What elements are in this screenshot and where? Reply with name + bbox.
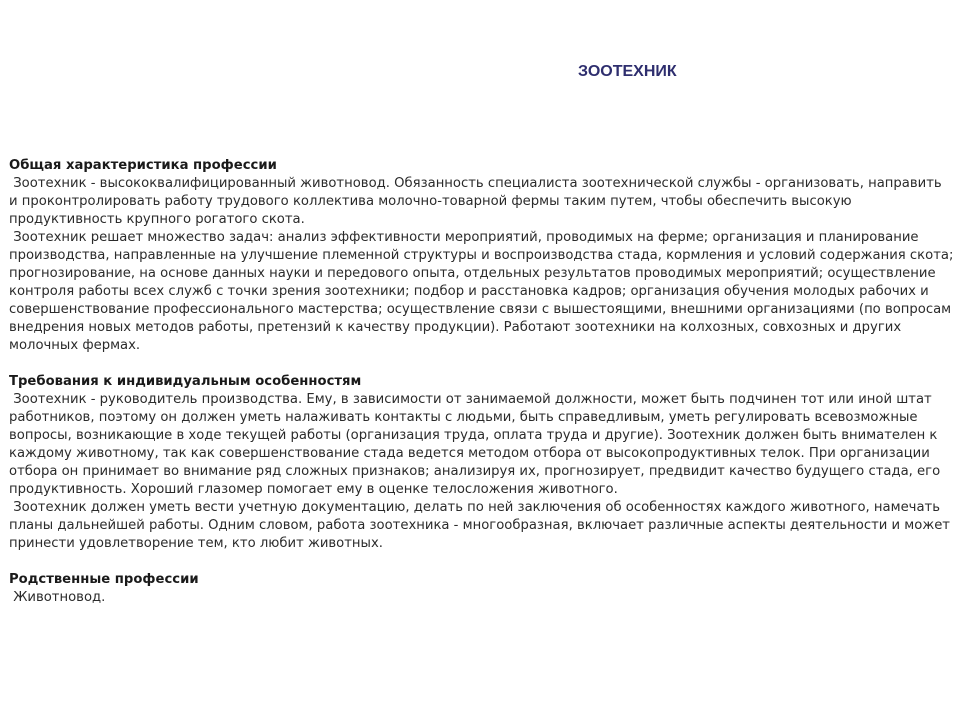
section-related-professions [9,571,954,607]
page-title: ЗООТЕХНИК [578,63,677,80]
document-body [9,157,954,607]
paragraph: Зоотехник - руководитель производства. Ему, в зависимости от занимаемой должности, может быть подчинен тот или иной штат работников, поэтому он должен уметь налаживать контакты с людьми, быть справедливым, уметь регулировать всевозможные вопросы, возникающие в ходе текущей работы (организация труда, оплата труда и другие). Зоотехник должен быть внимателен к каждому животному, так как совершенствование стада ведется методом отбора от высокопродуктивных телок. При организации отбора он принимает во внимание ряд сложных признаков; анализируя их, прогнозирует, предвидит качество будущего стада, его продуктивность. Хороший глазомер помогает ему в оценке телосложения животного. [9,392,941,497]
section-general-description [9,157,954,355]
paragraph: Животновод. [9,590,106,605]
section-heading: Общая характеристика профессии [9,158,277,173]
section-individual-requirements [9,373,954,553]
paragraph: Зоотехник должен уметь вести учетную документацию, делать по ней заключения об особенностях каждого животного, намечать планы дальнейшей работы. Одним словом, работа зоотехника - многообразная, включает различные аспекты деятельности и может принести удовлетворение тем, кто любит животных. [9,500,950,551]
paragraph: Зоотехник решает множество задач: анализ эффективности мероприятий, проводимых на ферме; организация и планирование производства, направленные на улучшение племенной структуры и воспроизводства стада, кормления и условий содержания скота; прогнозирование, на основе данных науки и передового опыта, отдельных результатов проводимых мероприятий; осуществление контроля работы всех служб с точки зрения зоотехники; подбор и расстановка кадров; организация обучения молодых рабочих и совершенствование профессионального мастерства; осуществление связи с вышестоящими, внешними организациями (по вопросам внедрения новых методов работы, претензий к качеству продукции). Работают зоотехники на колхозных, совхозных и других молочных фермах. [9,230,954,353]
section-heading: Требования к индивидуальным особенностям [9,374,362,389]
paragraph: Зоотехник - высококвалифицированный животновод. Обязанность специалиста зоотехнической службы - организовать, направить и проконтролировать работу трудового коллектива молочно-товарной фермы таким путем, чтобы обеспечить высокую продуктивность крупного рогатого скота. [9,176,942,227]
section-heading: Родственные профессии [9,572,199,587]
